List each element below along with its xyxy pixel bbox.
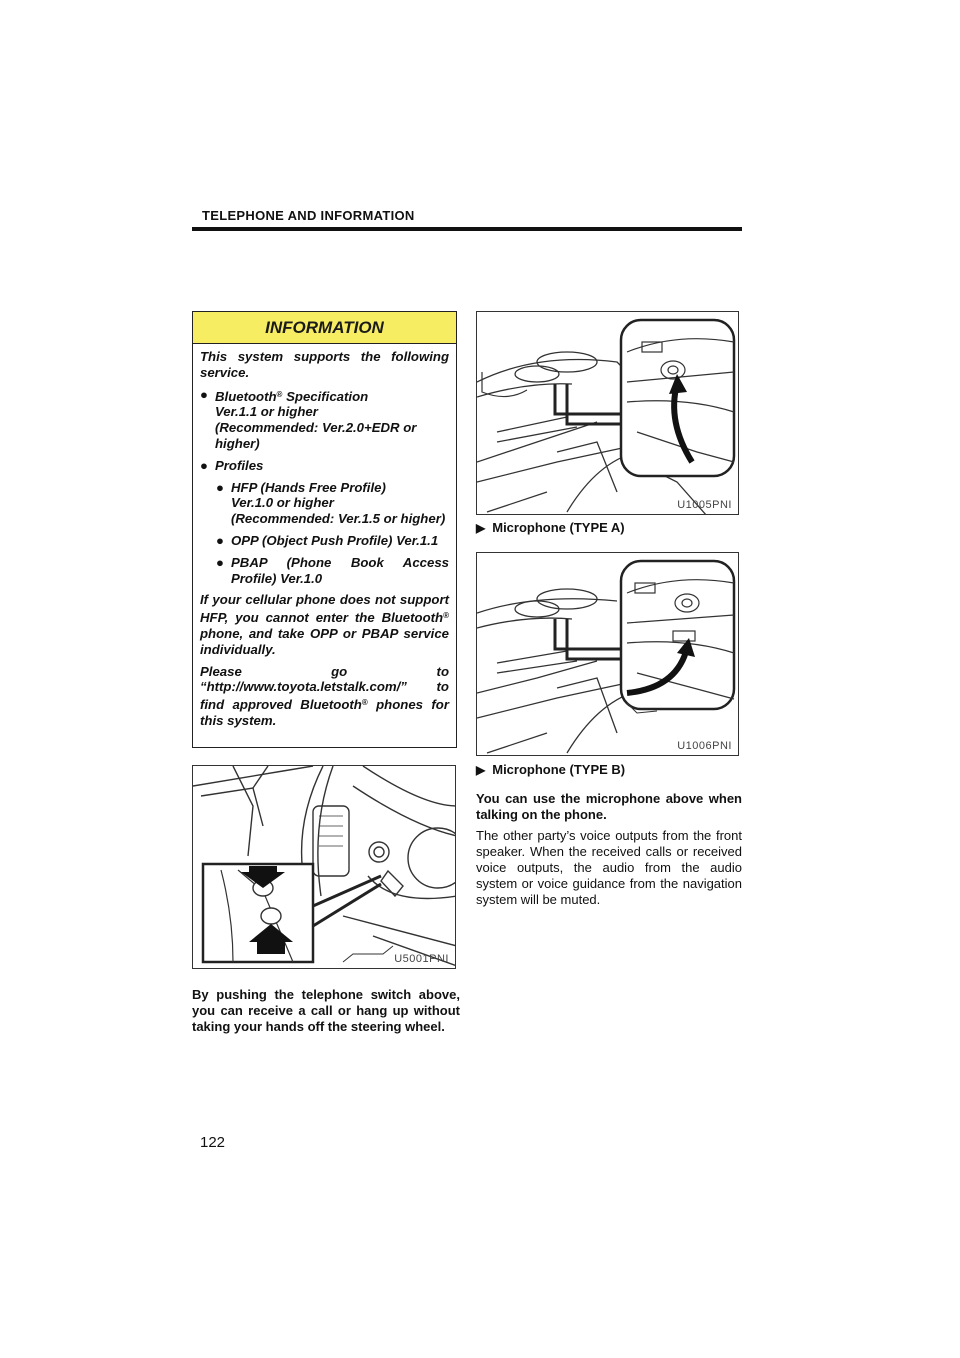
- spec-label: Bluetooth: [215, 388, 277, 404]
- profiles-label: Profiles: [215, 457, 264, 473]
- registered-mark: ®: [276, 389, 283, 399]
- microphone-type-b-illustration: [476, 552, 739, 756]
- bullet-icon: ●: [200, 457, 208, 473]
- spec-recommended: (Recommended: Ver.2.0+EDR or higher): [215, 420, 417, 451]
- microphone-type-b-label: Microphone (TYPE B): [492, 762, 626, 777]
- info-intro: This system supports the following service.: [200, 349, 449, 380]
- header-rule: [192, 227, 742, 231]
- bullet-icon: ●: [216, 479, 224, 495]
- registered-mark: ®: [361, 698, 368, 708]
- information-box: [192, 311, 457, 748]
- figure-code: U1006PNI: [677, 740, 732, 752]
- figure-code: U1005PNI: [677, 499, 732, 511]
- bullet-icon: ●: [200, 386, 208, 402]
- hfp-note: [200, 592, 449, 657]
- information-heading: INFORMATION: [265, 317, 384, 337]
- info-bullet-pbap: [200, 555, 449, 587]
- spec-suffix: Specification: [282, 388, 369, 404]
- telephone-switch-caption: By pushing the telephone switch above, you can receive a call or hang up without taking your hands off the steering wheel.: [192, 987, 460, 1034]
- hfp-recommended: (Recommended: Ver.1.5 or higher): [231, 511, 446, 527]
- section-title: TELEPHONE AND INFORMATION: [202, 208, 415, 223]
- website-note: [200, 664, 449, 729]
- microphone-type-a-caption: [476, 520, 625, 535]
- website-note-text-end: phones for this system.: [200, 697, 449, 728]
- information-heading-bar: [193, 312, 456, 344]
- bullet-icon: ●: [216, 554, 224, 570]
- microphone-type-b-caption: [476, 762, 625, 777]
- website-note-text: Please go to “http://www.toyota.letstalk.com/” to find approved: [200, 663, 449, 713]
- spec-version: Ver.1.1 or higher: [215, 404, 318, 420]
- figure-code: U5001PNI: [394, 953, 449, 965]
- bullet-icon: ●: [216, 532, 224, 548]
- website-note-bluetooth: Bluetooth: [300, 697, 362, 713]
- caption-arrow-icon: ▶: [476, 521, 486, 535]
- page-number: 122: [200, 1134, 226, 1151]
- microphone-type-b-drawing: [477, 553, 739, 756]
- caption-arrow-icon: ▶: [476, 763, 486, 777]
- microphone-type-a-label: Microphone (TYPE A): [492, 520, 625, 535]
- info-bullet-spec: [200, 387, 449, 452]
- microphone-type-a-illustration: [476, 311, 739, 515]
- hfp-name: HFP (Hands Free Profile): [231, 479, 386, 495]
- microphone-usage-text: You can use the microphone above when talking on the phone.: [476, 791, 742, 822]
- opp-text: OPP (Object Push Profile) Ver.1.1: [231, 532, 439, 548]
- information-body: [193, 344, 456, 729]
- microphone-type-a-drawing: [477, 312, 739, 515]
- hfp-note-bluetooth: Bluetooth: [381, 610, 444, 626]
- info-bullet-opp: [200, 533, 449, 549]
- hfp-version: Ver.1.0 or higher: [231, 495, 334, 511]
- info-bullet-hfp: [200, 480, 449, 527]
- registered-mark: ®: [443, 611, 449, 621]
- steering-wheel-drawing: [193, 766, 456, 969]
- voice-output-text: The other party’s voice outputs from the front speaker. When the received calls or received voice outputs, the audio from the audio system or voice guidance from the navigation system will be muted.: [476, 828, 742, 907]
- hfp-note-text-end: phone, and take OPP or PBAP service individually.: [200, 625, 449, 657]
- telephone-switch-illustration: [192, 765, 456, 969]
- info-bullet-profiles: [200, 458, 449, 474]
- hfp-note-text: If your cellular phone does not support HFP, you cannot enter the: [200, 592, 449, 626]
- pbap-text: PBAP (Phone Book Access Profile) Ver.1.0: [231, 554, 449, 586]
